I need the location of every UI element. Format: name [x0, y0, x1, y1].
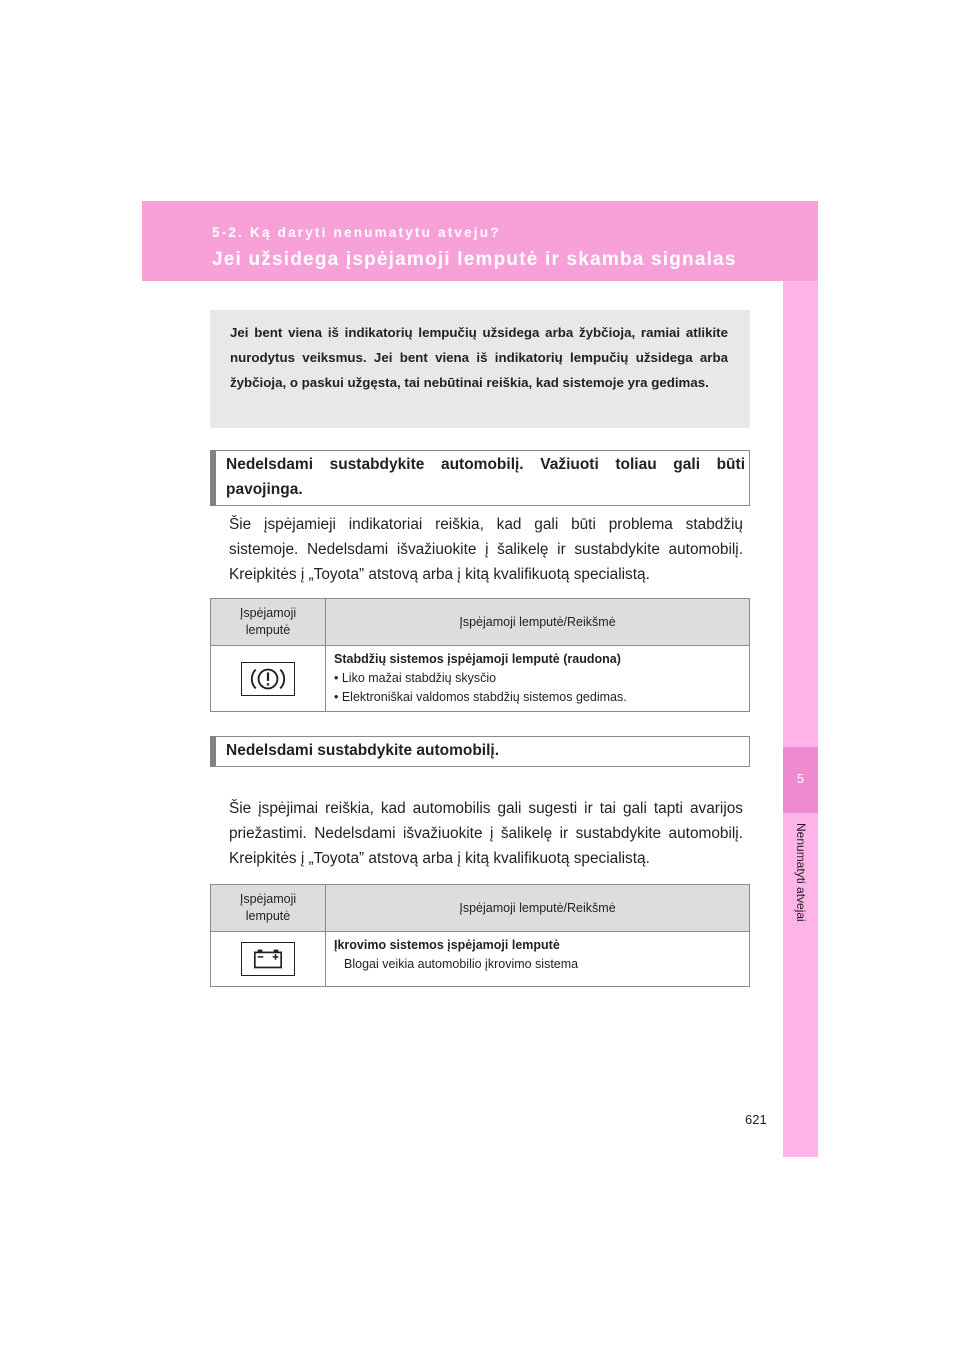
- table-row: [211, 932, 750, 987]
- section-paragraph-1: Šie įspėjamieji indikatoriai reiškia, kad gali būti problema stabdžių sistemoje. Nedelsdami išvažiuokite į šalikelę ir sustabdykite automobilį. Kreipkitės į „Toyota” atstovą arba į kitą kvalifikuotą specialistą.: [229, 516, 743, 583]
- table-header-light: Įspėjamoji lemputė: [211, 885, 326, 932]
- brake-warning-icon: [241, 662, 295, 696]
- battery-icon: [241, 942, 295, 976]
- warning-table-1: [210, 598, 750, 712]
- chapter-side-tab: [783, 281, 818, 1157]
- warning-title: Stabdžių sistemos įspėjamoji lemputė (raudona): [334, 652, 621, 666]
- page-number: 621: [745, 1112, 767, 1127]
- table-meaning-cell: [326, 932, 750, 987]
- section-heading-2: Nedelsdami sustabdykite automobilį.: [210, 736, 750, 767]
- warning-title: Įkrovimo sistemos įspėjamoji lemputė: [334, 938, 560, 952]
- warning-table-2: [210, 884, 750, 987]
- table-icon-cell: [211, 646, 326, 712]
- table-header-row: [211, 599, 750, 646]
- chapter-number: 5: [796, 771, 805, 786]
- table-header-row: [211, 885, 750, 932]
- table-header-meaning: Įspėjamoji lemputė/Reikšmė: [326, 885, 750, 932]
- section-heading-1: Nedelsdami sustabdykite automobilį. Važiuoti toliau gali būti pavojinga.: [210, 450, 750, 506]
- section-paragraph-2: Šie įspėjimai reiškia, kad automobilis gali sugesti ir tai gali tapti avarijos priežastimi. Nedelsdami išvažiuokite į šalikelę ir sustabdykite automobilį. Kreipkitės į „Toyota” atstovą arba į kitą kvalifikuotą specialistą.: [229, 800, 743, 867]
- warning-detail: • Elektroniškai valdomos stabdžių sistemos gedimas.: [334, 690, 627, 704]
- table-header-meaning: Įspėjamoji lemputė/Reikšmė: [326, 599, 750, 646]
- table-header-light: Įspėjamoji lemputė: [211, 599, 326, 646]
- section-header: [142, 201, 818, 281]
- section-subtitle: 5-2. Ką daryti nenumatytu atveju?: [212, 225, 501, 240]
- table-icon-cell: [211, 932, 326, 987]
- intro-box: Jei bent viena iš indikatorių lempučių užsidega arba žybčioja, ramiai atlikite nurodytus veiksmus. Jei bent viena iš indikatorių lempučių užsidega arba žybčioja, o paskui užgęsta, tai nebūtinai reiškia, kad sistemoje yra gedimas.: [210, 310, 750, 428]
- warning-detail: Blogai veikia automobilio įkrovimo sistema: [344, 957, 579, 971]
- table-row: [211, 646, 750, 712]
- table-meaning-cell: [326, 646, 750, 712]
- chapter-label: Nenumatyti atvejai: [794, 823, 808, 922]
- warning-detail: • Liko mažai stabdžių skysčio: [334, 671, 497, 685]
- page-title: Jei užsidega įspėjamoji lemputė ir skamba signalas: [212, 249, 737, 270]
